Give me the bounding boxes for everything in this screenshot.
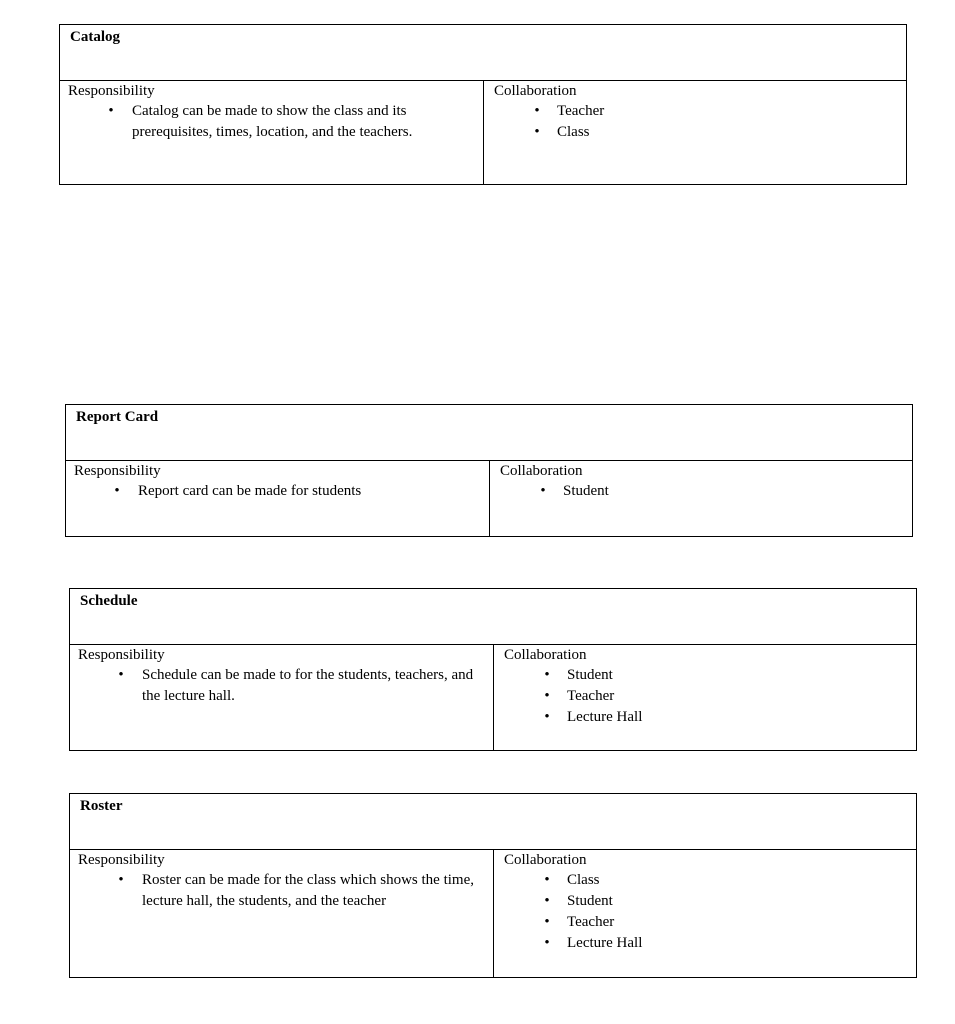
card-body <box>70 850 916 977</box>
collaborator-text: Teacher <box>567 688 615 704</box>
list-item <box>504 686 916 707</box>
collaborator-list <box>504 870 916 954</box>
responsibility-label: Responsibility <box>78 647 165 663</box>
bullet-icon: • <box>118 872 124 888</box>
collaborator-text: Lecture Hall <box>567 935 643 951</box>
card-body <box>66 461 912 536</box>
list-item <box>504 891 916 912</box>
responsibility-label: Responsibility <box>74 463 161 479</box>
list-item <box>494 101 906 122</box>
collaborator-text: Lecture Hall <box>567 709 643 725</box>
crc-card-roster <box>69 793 917 978</box>
list-item <box>68 101 483 143</box>
responsibility-text: Roster can be made for the class which shows the time, lecture hall, the students, and the teacher <box>142 872 474 909</box>
list-item <box>500 481 912 502</box>
collaboration-column <box>490 461 912 536</box>
card-title: Catalog <box>60 25 906 81</box>
list-item <box>74 481 489 502</box>
list-item <box>494 122 906 143</box>
card-title: Report Card <box>66 405 912 461</box>
collaborator-text: Teacher <box>567 914 615 930</box>
bullet-icon: • <box>540 483 546 499</box>
collaboration-label: Collaboration <box>504 852 587 868</box>
list-item <box>504 665 916 686</box>
collaboration-column <box>494 645 916 750</box>
responsibility-label: Responsibility <box>78 852 165 868</box>
responsibility-text: Report card can be made for students <box>138 483 362 499</box>
collaborator-list <box>504 665 916 728</box>
bullet-icon: • <box>544 709 550 725</box>
responsibility-text: Schedule can be made to for the students, teachers, and the lecture hall. <box>142 667 474 704</box>
collaborator-text: Class <box>557 124 590 140</box>
card-body <box>70 645 916 750</box>
collaboration-label: Collaboration <box>500 463 583 479</box>
responsibility-list <box>74 481 489 502</box>
responsibility-column <box>66 461 490 536</box>
responsibility-list <box>78 870 493 912</box>
bullet-icon: • <box>544 688 550 704</box>
bullet-icon: • <box>534 103 540 119</box>
collaborator-text: Student <box>567 667 613 683</box>
bullet-icon: • <box>544 872 550 888</box>
responsibility-column <box>70 645 494 750</box>
responsibility-list <box>68 101 483 143</box>
bullet-icon: • <box>544 893 550 909</box>
crc-card-report-card <box>65 404 913 537</box>
list-item <box>504 870 916 891</box>
card-body <box>60 81 906 184</box>
collaborator-text: Student <box>567 893 613 909</box>
collaboration-column <box>484 81 906 184</box>
collaborator-text: Student <box>563 483 609 499</box>
responsibility-column <box>70 850 494 977</box>
card-title: Schedule <box>70 589 916 645</box>
collaborator-list <box>494 101 906 143</box>
list-item <box>78 870 493 912</box>
collaboration-label: Collaboration <box>504 647 587 663</box>
bullet-icon: • <box>544 667 550 683</box>
collaboration-label: Collaboration <box>494 83 577 99</box>
responsibility-column <box>60 81 484 184</box>
collaborator-text: Class <box>567 872 600 888</box>
bullet-icon: • <box>108 103 114 119</box>
responsibility-text: Catalog can be made to show the class and its prerequisites, times, location, and the teachers. <box>132 103 413 140</box>
bullet-icon: • <box>534 124 540 140</box>
crc-card-catalog <box>59 24 907 185</box>
card-title: Roster <box>70 794 916 850</box>
bullet-icon: • <box>114 483 120 499</box>
collaborator-list <box>500 481 912 502</box>
collaboration-column <box>494 850 916 977</box>
bullet-icon: • <box>544 914 550 930</box>
bullet-icon: • <box>118 667 124 683</box>
list-item <box>504 933 916 954</box>
responsibility-list <box>78 665 493 707</box>
bullet-icon: • <box>544 935 550 951</box>
list-item <box>504 707 916 728</box>
collaborator-text: Teacher <box>557 103 605 119</box>
responsibility-label: Responsibility <box>68 83 155 99</box>
list-item <box>504 912 916 933</box>
crc-card-schedule <box>69 588 917 751</box>
list-item <box>78 665 493 707</box>
